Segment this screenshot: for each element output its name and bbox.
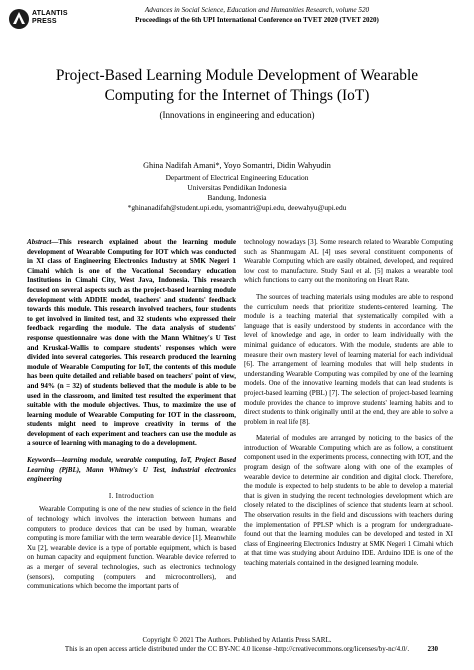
right-column xyxy=(244,238,453,569)
abstract-text: —This research explained about the learning module development of Wearable Computing for IOT which was conducted in XI class of Engineering Electronics Industry at SMK Negeri 1 Cimahi which is one of the Vocational Secondary education Institutions in Cimahi City, West Java, Indonesia. This research focused on several aspects such as the project-based learning module development with ADDIE model, teachers' and students' feedback towards this module. This research involved teachers, four students to get involved in limited test, and 32 students who expressed their feedback regarding the module. The data analysis of students' response questionnaire was done with the Mann Whitney's U Test and Kruskal-Wallis to compare students' responses which were divided into several categories. This research produced the learning module of Wearable Computing for IoT, the contents of this module has been quite detailed and reliable based on teachers' point of view, and 94% (n = 32) of students believed that the module is able to be used in the classroom, and limited test resulted the experiment that suitable with the module objectives. Thus, to maximize the use of learning module of Wearable Computing for IOT in the classroom, students might need to improve creativity in terms of the development of each experiment and teachers can use the module as a source of learning with managing to do a development. xyxy=(27,238,236,448)
keywords-label: Keywords xyxy=(27,456,56,465)
copyright-footer xyxy=(0,636,474,654)
logo-text: ATLANTIS PRESS xyxy=(32,10,68,25)
intro-paragraph-1: Wearable Computing is one of the new studies of science in the field of technology which involves the interaction between humans and computers to produce devices that can be used by human, wearable computing is more familiar with the term wearable device [1]. Meanwhile Xu [2], wearable device is a type of portable equipment, which is based on human capacity and equipment function. Wearable device referred to as a merger of several technologies, such as electronics technology (sensors), computing (computers and microcontrollers), and communications which become the important parts of xyxy=(27,505,236,591)
journal-header: Advances in Social Science, Education and Humanities Research, volume 520 xyxy=(144,6,370,14)
author-list: Ghina Nadifah Amani*, Yoyo Somantri, Didin Wahyudin xyxy=(143,161,331,170)
affiliation-dept: Department of Electrical Engineering Education xyxy=(165,173,309,182)
page-number: 230 xyxy=(427,645,438,653)
keywords-text: —learning module, wearable computing, IoT, Project Based Learning (PjBL), Mann Whitney's U Test, industrial electronics engineering xyxy=(27,456,236,484)
keywords xyxy=(27,456,236,485)
affiliation-block xyxy=(0,173,474,213)
author-emails[interactable]: *ghinanadifah@student.upi.edu, ysomantri@upi.edu, deewahyu@upi.edu xyxy=(127,203,347,212)
copyright-line: Copyright © 2021 The Authors. Published by Atlantis Press SARL. xyxy=(142,636,332,644)
paper-subtitle: (Innovations in engineering and education) xyxy=(159,110,315,120)
affiliation-univ: Universitas Pendidikan Indonesia xyxy=(187,183,287,192)
paper-title: Project-Based Learning Module Development of Wearable Computing for the Internet of Things (IoT) xyxy=(55,67,419,104)
body-paragraph-material: Material of modules are arranged by noticing to the basics of the introduction of Wearable Computing which are as follow, a constituent component used in the experiments process, connecting with IOT, and the program design of the software along with one of the examples of wearable device to determine air condition and digital clock. Therefore, the module is expected to help students to be able to develop a material that is given in studying the recent technologies development which are closely related to the disciplines of science that students learn at school. The observation results in the field and discussions with teachers during the implementation of PPLSP which is a program for undergraduate- found out that the learning modules can be developed and tested in XI class of Engineering Electronics Industry at SMK Negeri 1 Cimahi which at that time was studying about Arduino IDE. Arduino IDE is one of the teaching materials contained in the designed learning module. xyxy=(244,434,453,567)
abstract xyxy=(27,238,236,449)
section-heading-introduction: I. Introduction xyxy=(108,491,155,500)
proceedings-header: Proceedings of the 6th UPI International Conference on TVET 2020 (TVET 2020) xyxy=(135,16,379,24)
left-column xyxy=(27,238,236,592)
affiliation-city: Bandung, Indonesia xyxy=(207,193,267,202)
body-paragraph-modules: The sources of teaching materials using modules are able to respond the curriculum needs that prioritize students-centered learning. The module is a teaching material that systematically compiled with a language that is easily understood by students in accordance with the level of knowledge and age, in order to learn individually with the minimal guidance of educators. With the module, students are able to measure their own mastery level of learning material for each individual [6]. The arrangement of learning modules that will help students in understanding Wearable Computing was compiled by one of the learning models. One of the innovative learning models that can lead students is project-based learning (PBL) [7]. The selection of project-based learning module provides the chance to improve students' learning habits and to direct students to think originally until at the end, they are able to solve a problem in real life [8]. xyxy=(244,292,453,426)
body-paragraph-continued: technology nowadays [3]. Some research related to Wearable Computing such as Shanmugam AL [4] uses several constituent components of Wearable Computing which are easily obtained, developed, and required low cost to manufacture. Study Saul et al. [5] makes a wearable tool which functions to carry out the monitoring on Heart Rate. xyxy=(244,238,453,285)
license-line[interactable]: This is an open access article distributed under the CC BY-NC 4.0 license -http://creativecommons.org/licenses/by-nc/4.0/. xyxy=(64,645,410,653)
abstract-label: Abstract xyxy=(27,238,52,246)
